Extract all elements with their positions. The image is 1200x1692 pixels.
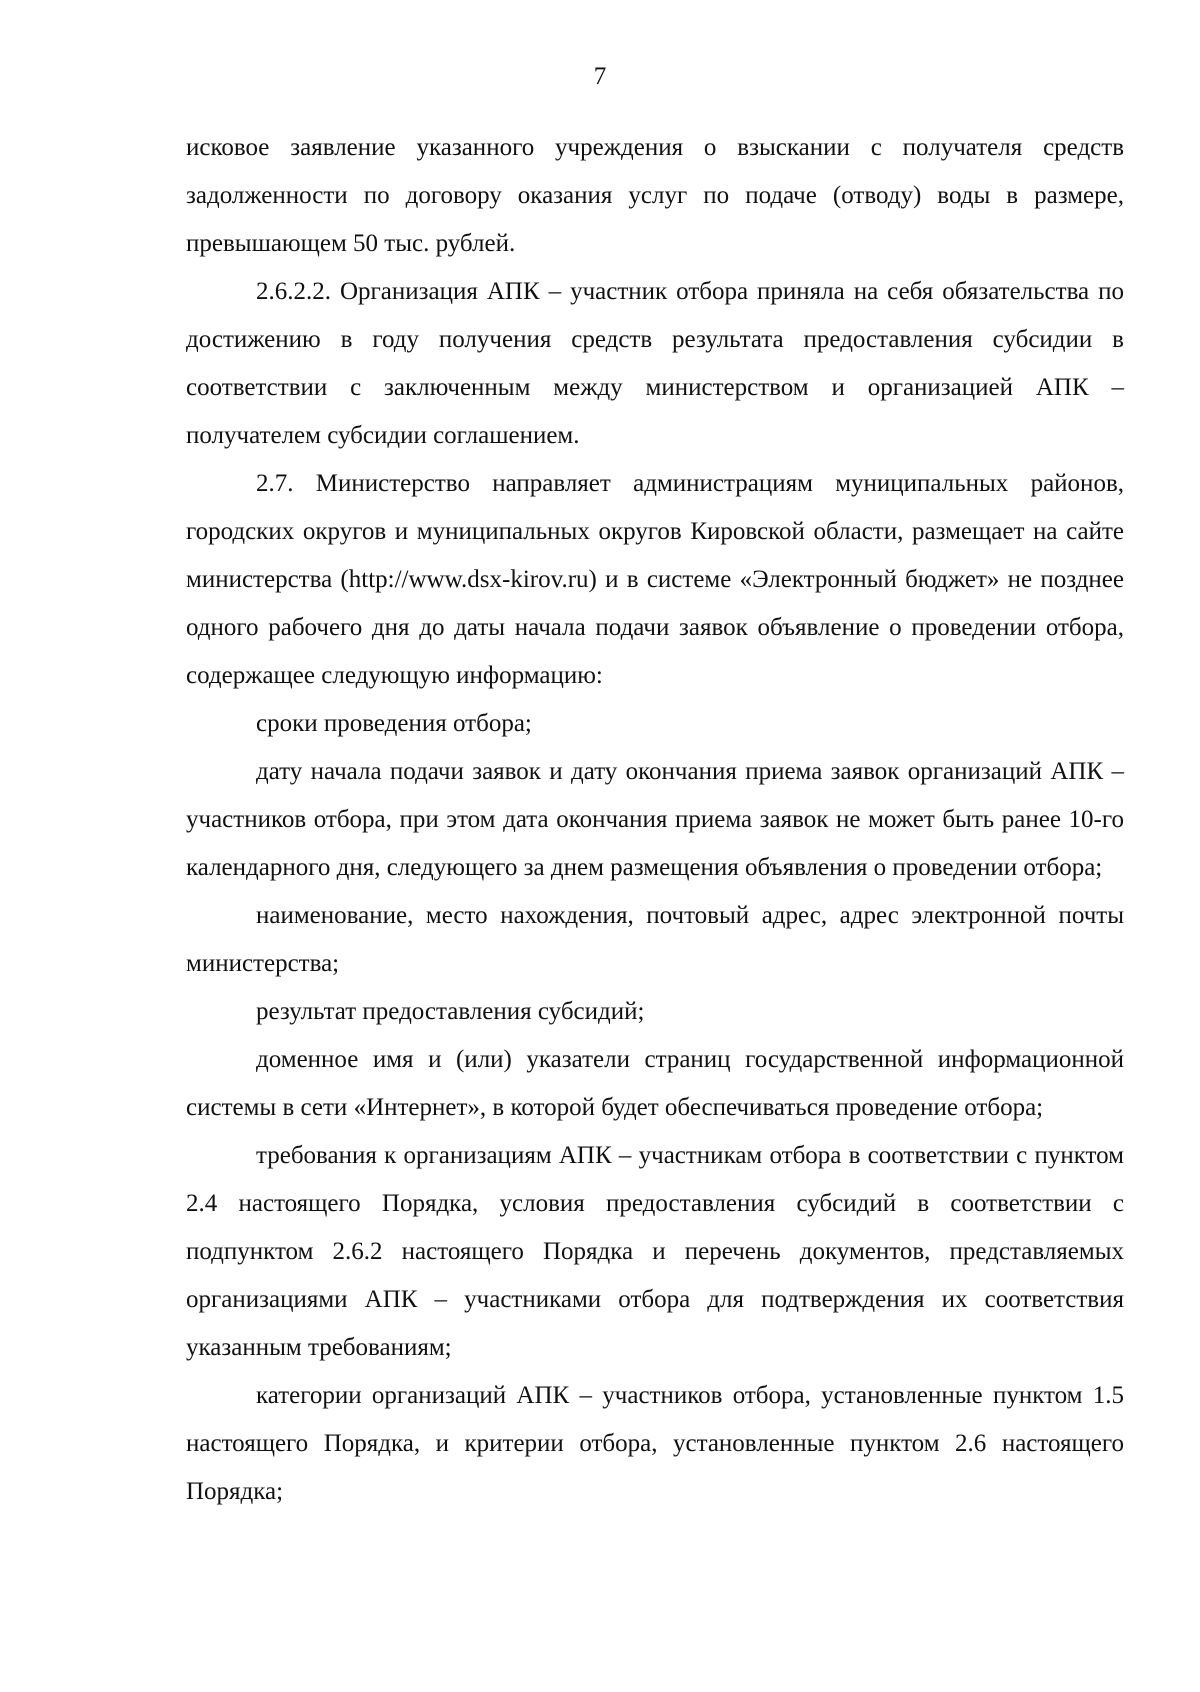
list-item-selection-dates: сроки проведения отбора; <box>256 710 532 737</box>
paragraph-2-6-2-2: 2.6.2.2. Организация АПК – участник отбора приняла на себя обязательства по достижению в году получения средств результата предоставления субсидии в соответствии с заключенным между министерством и организацией АПК – получателем субсидии соглашением. <box>186 278 1124 449</box>
list-item-subsidy-result: результат предоставления субсидий; <box>256 998 645 1025</box>
paragraph-claim-continuation: исковое заявление указанного учреждения о взыскании с получателя средств задолженности по договору оказания услуг по подаче (отводу) воды в размере, превышающем 50 тыс. рублей. <box>186 134 1124 257</box>
list-item-requirements: требования к организациям АПК – участникам отбора в соответствии с пунктом 2.4 настоящего Порядка, условия предоставления субсидий в соответствии с подпунктом 2.6.2 настоящего Порядка и перечень документов, представляемых организациями АПК – участниками отбора для подтверждения их соответствия указанным требованиям; <box>186 1142 1124 1361</box>
list-item-application-dates: дату начала подачи заявок и дату окончания приема заявок организаций АПК – участников отбора, при этом дата окончания приема заявок не может быть ранее 10-го календарного дня, следующего за днем размещения объявления о проведении отбора; <box>186 758 1124 881</box>
page-number: 7 <box>593 63 607 90</box>
list-item-categories: категории организаций АПК – участников отбора, установленные пунктом 1.5 настоящего Порядка, и критерии отбора, установленные пунктом 2.6 настоящего Порядка; <box>186 1382 1124 1505</box>
list-item-domain-name: доменное имя и (или) указатели страниц государственной информационной системы в сети «Интернет», в которой будет обеспечиваться проведение отбора; <box>186 1046 1124 1121</box>
document-body <box>186 124 1124 1516</box>
list-item-ministry-contacts: наименование, место нахождения, почтовый адрес, адрес электронной почты министерства; <box>186 902 1124 977</box>
paragraph-2-7: 2.7. Министерство направляет администрациям муниципальных районов, городских округов и муниципальных округов Кировской области, размещает на сайте министерства (http://www.dsx-kirov.ru) и в системе «Электронный бюджет» не позднее одного рабочего дня до даты начала подачи заявок объявление о проведении отбора, содержащее следующую информацию: <box>186 470 1124 689</box>
